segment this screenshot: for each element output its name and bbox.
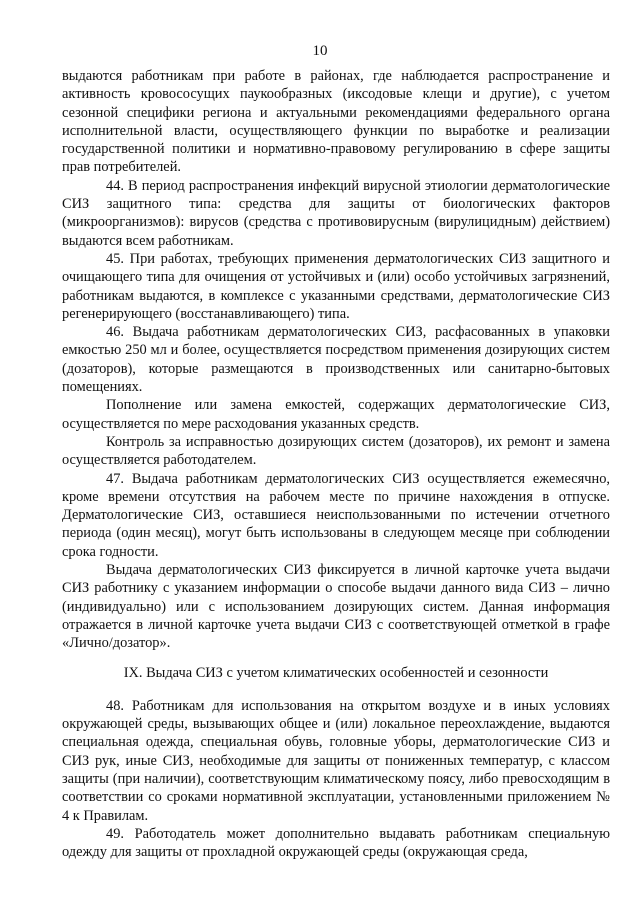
paragraph-47-recording: Выдача дерматологических СИЗ фиксируется в личной карточке учета выдачи СИЗ работнику с указанием информации о способе выдачи данного вида СИЗ – лично (индивидуально) или с использованием дозирующих систем. Данная информация отражается в личной карточке учета выдачи СИЗ с соответствующей отметкой в графе «Лично/дозатор». [62,562,610,652]
paragraph-49: 49. Работодатель может дополнительно выдавать работникам специальную одежду для защиты от прохладной окружающей среды (окружающая среда, [62,825,610,861]
paragraph-46-control: Контроль за исправностью дозирующих систем (дозаторов), их ремонт и замена осуществляется работодателем. [62,433,610,469]
page-number: 10 [312,43,328,59]
paragraph-continuation: выдаются работникам при работе в районах, где наблюдается распространение и активность кровососущих паукообразных (иксодовые клещи и другие), с учетом сезонной специфики региона и актуальными рекомендациями федерального органа исполнительной власти, осуществляющего функции по выработке и реализации государственной политики и нормативно-правовому регулированию в сфере защиты прав потребителей. [62,68,610,176]
section-heading: IX. Выдача СИЗ с учетом климатических особенностей и сезонности [123,664,549,681]
paragraph-46: 46. Выдача работникам дерматологических СИЗ, расфасованных в упаковки емкостью 250 мл и более, осуществляется посредством применения дозирующих систем (дозаторов), которые размещаются в производственных или санитарно-бытовых помещениях. [62,324,610,396]
paragraph-44: 44. В период распространения инфекций вирусной этиологии дерматологические СИЗ защитного типа: средства для защиты от биологических факторов (микроорганизмов): вирусов (средства с противовирусным (вирулицидным) действием) выдаются всем работникам. [62,177,610,249]
paragraph-47: 47. Выдача работникам дерматологических СИЗ осуществляется ежемесячно, кроме времени отсутствия на рабочем месте по причине нахождения в отпуске. Дерматологические СИЗ, оставшиеся неиспользованными по истечении отчетного периода (один месяц), могут быть использованы в следующем месяце при соблюдении срока годности. [62,470,610,560]
paragraph-46-refill: Пополнение или замена емкостей, содержащих дерматологические СИЗ, осуществляется по мере расходования указанных средств. [62,397,610,432]
paragraph-48: 48. Работникам для использования на открытом воздухе и в иных условиях окружающей среды, вызывающих общее и (или) локальное переохлаждение, выдаются специальная одежда, специальная обувь, головные уборы, дерматологические СИЗ и СИЗ рук, иные СИЗ, необходимые для защиты от пониженных температур, с классом защиты (при наличии), соответствующим климатическому поясу, либо превосходящим в соответствии со сроками нормативной эксплуатации, установленными приложением № 4 к Правилам. [62,697,610,824]
paragraph-45: 45. При работах, требующих применения дерматологических СИЗ защитного и очищающего типа для очищения от устойчивых и (или) особо устойчивых загрязнений, работникам выдаются, в комплексе с указанными средствами, дерматологические СИЗ регенерирующего (восстанавливающего) типа. [62,250,610,322]
document-body [62,67,610,861]
